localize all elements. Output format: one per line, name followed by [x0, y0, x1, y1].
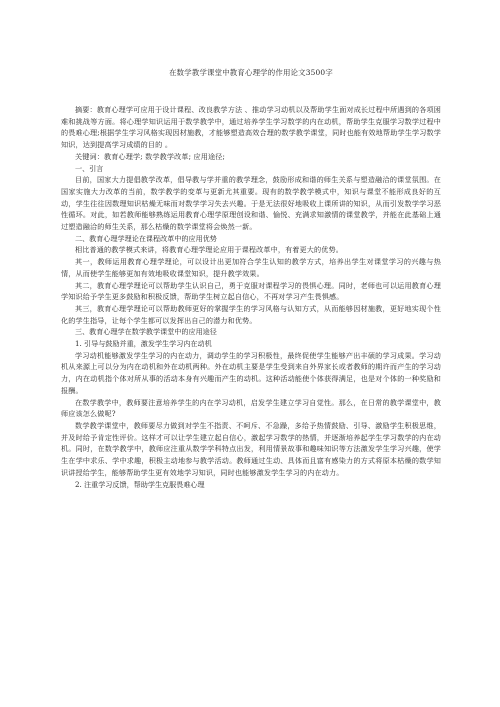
section-2-paragraph-1: 相比普通的教学模式来讲，将教育心理学理论应用于课程改革中，有着更大的优势。 — [75, 245, 344, 255]
section-2-heading: 二、教育心理学理论在课程改革中的应用优势 — [75, 233, 217, 243]
section-3-subheading-1: 1. 引导与鼓励并重，激发学生学习内在动机 — [75, 339, 212, 349]
document-title: 在数学教学课堂中教育心理学的作用论文3500字 — [169, 68, 333, 77]
section-3-paragraph-3: 数学教学课堂中，教师要尽力做到对学生不指责、不呵斥、不急躁，多给予热情鼓励、引导、激励学生积极思维，并及时给予肯定性评价。这样才可以让学生建立起自信心，激起学习数学的热情，并逐渐培养起学生学习数学的内在动机。同时，在数学教学中，教师应注重从数学学科特点出发，利用情景故事和趣味知识等方法激发学生学习兴趣，使学生在学中求乐、学中求趣，积极主动地参与教学活动。教师通过生动、具体而且富有感染力的方式将原本枯燥的数学知识讲授给学生，能够帮助学生更有效地学习知识，同时也能够激发学生学习的内在动力。 — [61, 420, 441, 477]
section-3-subheading-2: 2. 注重学习反馈，帮助学生克服畏难心理 — [75, 479, 205, 489]
section-2-paragraph-2: 其一，教师运用教育心理学理论，可以设计出更加符合学生认知的教学方式，培养出学生对课堂学习的兴趣与热情，从而使学生能够更加有效地吸收课堂知识，提升教学效果。 — [61, 257, 441, 278]
section-1-paragraph-1: 目前，国家大力提倡教学改革，倡导教与学并重的教学理念，鼓励形成和谐的师生关系与塑造融洽的课堂氛围。在国家实施大力改革的当前，数学教学的变革与更新尤其重要。现有的数学教学模式中，知识与课堂不能形成良好的互动，学生往往因数理知识枯燥无味而对数学学习失去兴趣。于是无法很好地吸收上课所讲的知识，从而引发数学学习恶性循环。对此，如若教师能够熟练运用教育心理学原理创设和谐、愉悦、充满求知激情的课堂教学，并能在此基础上通过塑造融洽的师生关系，那么枯燥的数学课堂将会焕然一新。 — [61, 175, 441, 232]
section-2-paragraph-4: 其三，教育心理学理论可以帮助教师更好的掌握学生的学习风格与认知方式，从而能够因材施教，更好地实现个性化的学生指导，让每个学生都可以发挥出自己的潜力和优势。 — [61, 303, 441, 325]
section-3-paragraph-2: 在数学教学中，教师要注意培养学生的内在学习动机，启发学生建立学习自觉性。那么，在日常的教学课堂中，教师应该怎么做呢? — [61, 397, 441, 419]
keywords-line: 关键词：教育心理学; 数学教学改革; 应用途径; — [75, 151, 226, 161]
section-3-paragraph-1: 学习动机能够激发学生学习的内在动力，调动学生的学习积极性，最终促使学生能够产出丰硕的学习成果。学习动机从来源上可以分为内在动机和外在动机两种。外在动机主要是学生受到来自外界家长或者教师的期许而产生的学习动力，内在动机指个体对所从事的活动本身有兴趣而产生的动机。这种活动能使个体获得满足，也是对个体的一种奖励和报酬。 — [61, 350, 441, 395]
abstract-paragraph: 摘要：教育心理学可应用于设计课程、改良教学方法 、推动学习动机以及帮助学生面对成长过程中所遇到的各项困难和挑战等方面。将心理学知识运用于数学教学中，通过培养学生学习数学的内在动机，帮助学生克服学习数学过程中的畏难心理;根据学生学习风格实现因材施教，才能够塑造高效合理的数学教学课堂，同时也能有效地帮助学生学习数学知识，达到提高学习成绩的目的 。 — [61, 105, 441, 150]
section-2-paragraph-3: 其二，教育心理学理论可以帮助学生认识自己，勇于克服对课程学习的畏惧心理。同时，老师也可以运用教育心理学知识给予学生更多鼓励和积极反馈，帮助学生树立起自信心，不再对学习产生畏惧感。 — [61, 280, 441, 302]
section-1-heading: 一、引言 — [75, 163, 104, 173]
section-3-heading: 三、教育心理学在数学教学课堂中的应用途径 — [75, 327, 217, 337]
